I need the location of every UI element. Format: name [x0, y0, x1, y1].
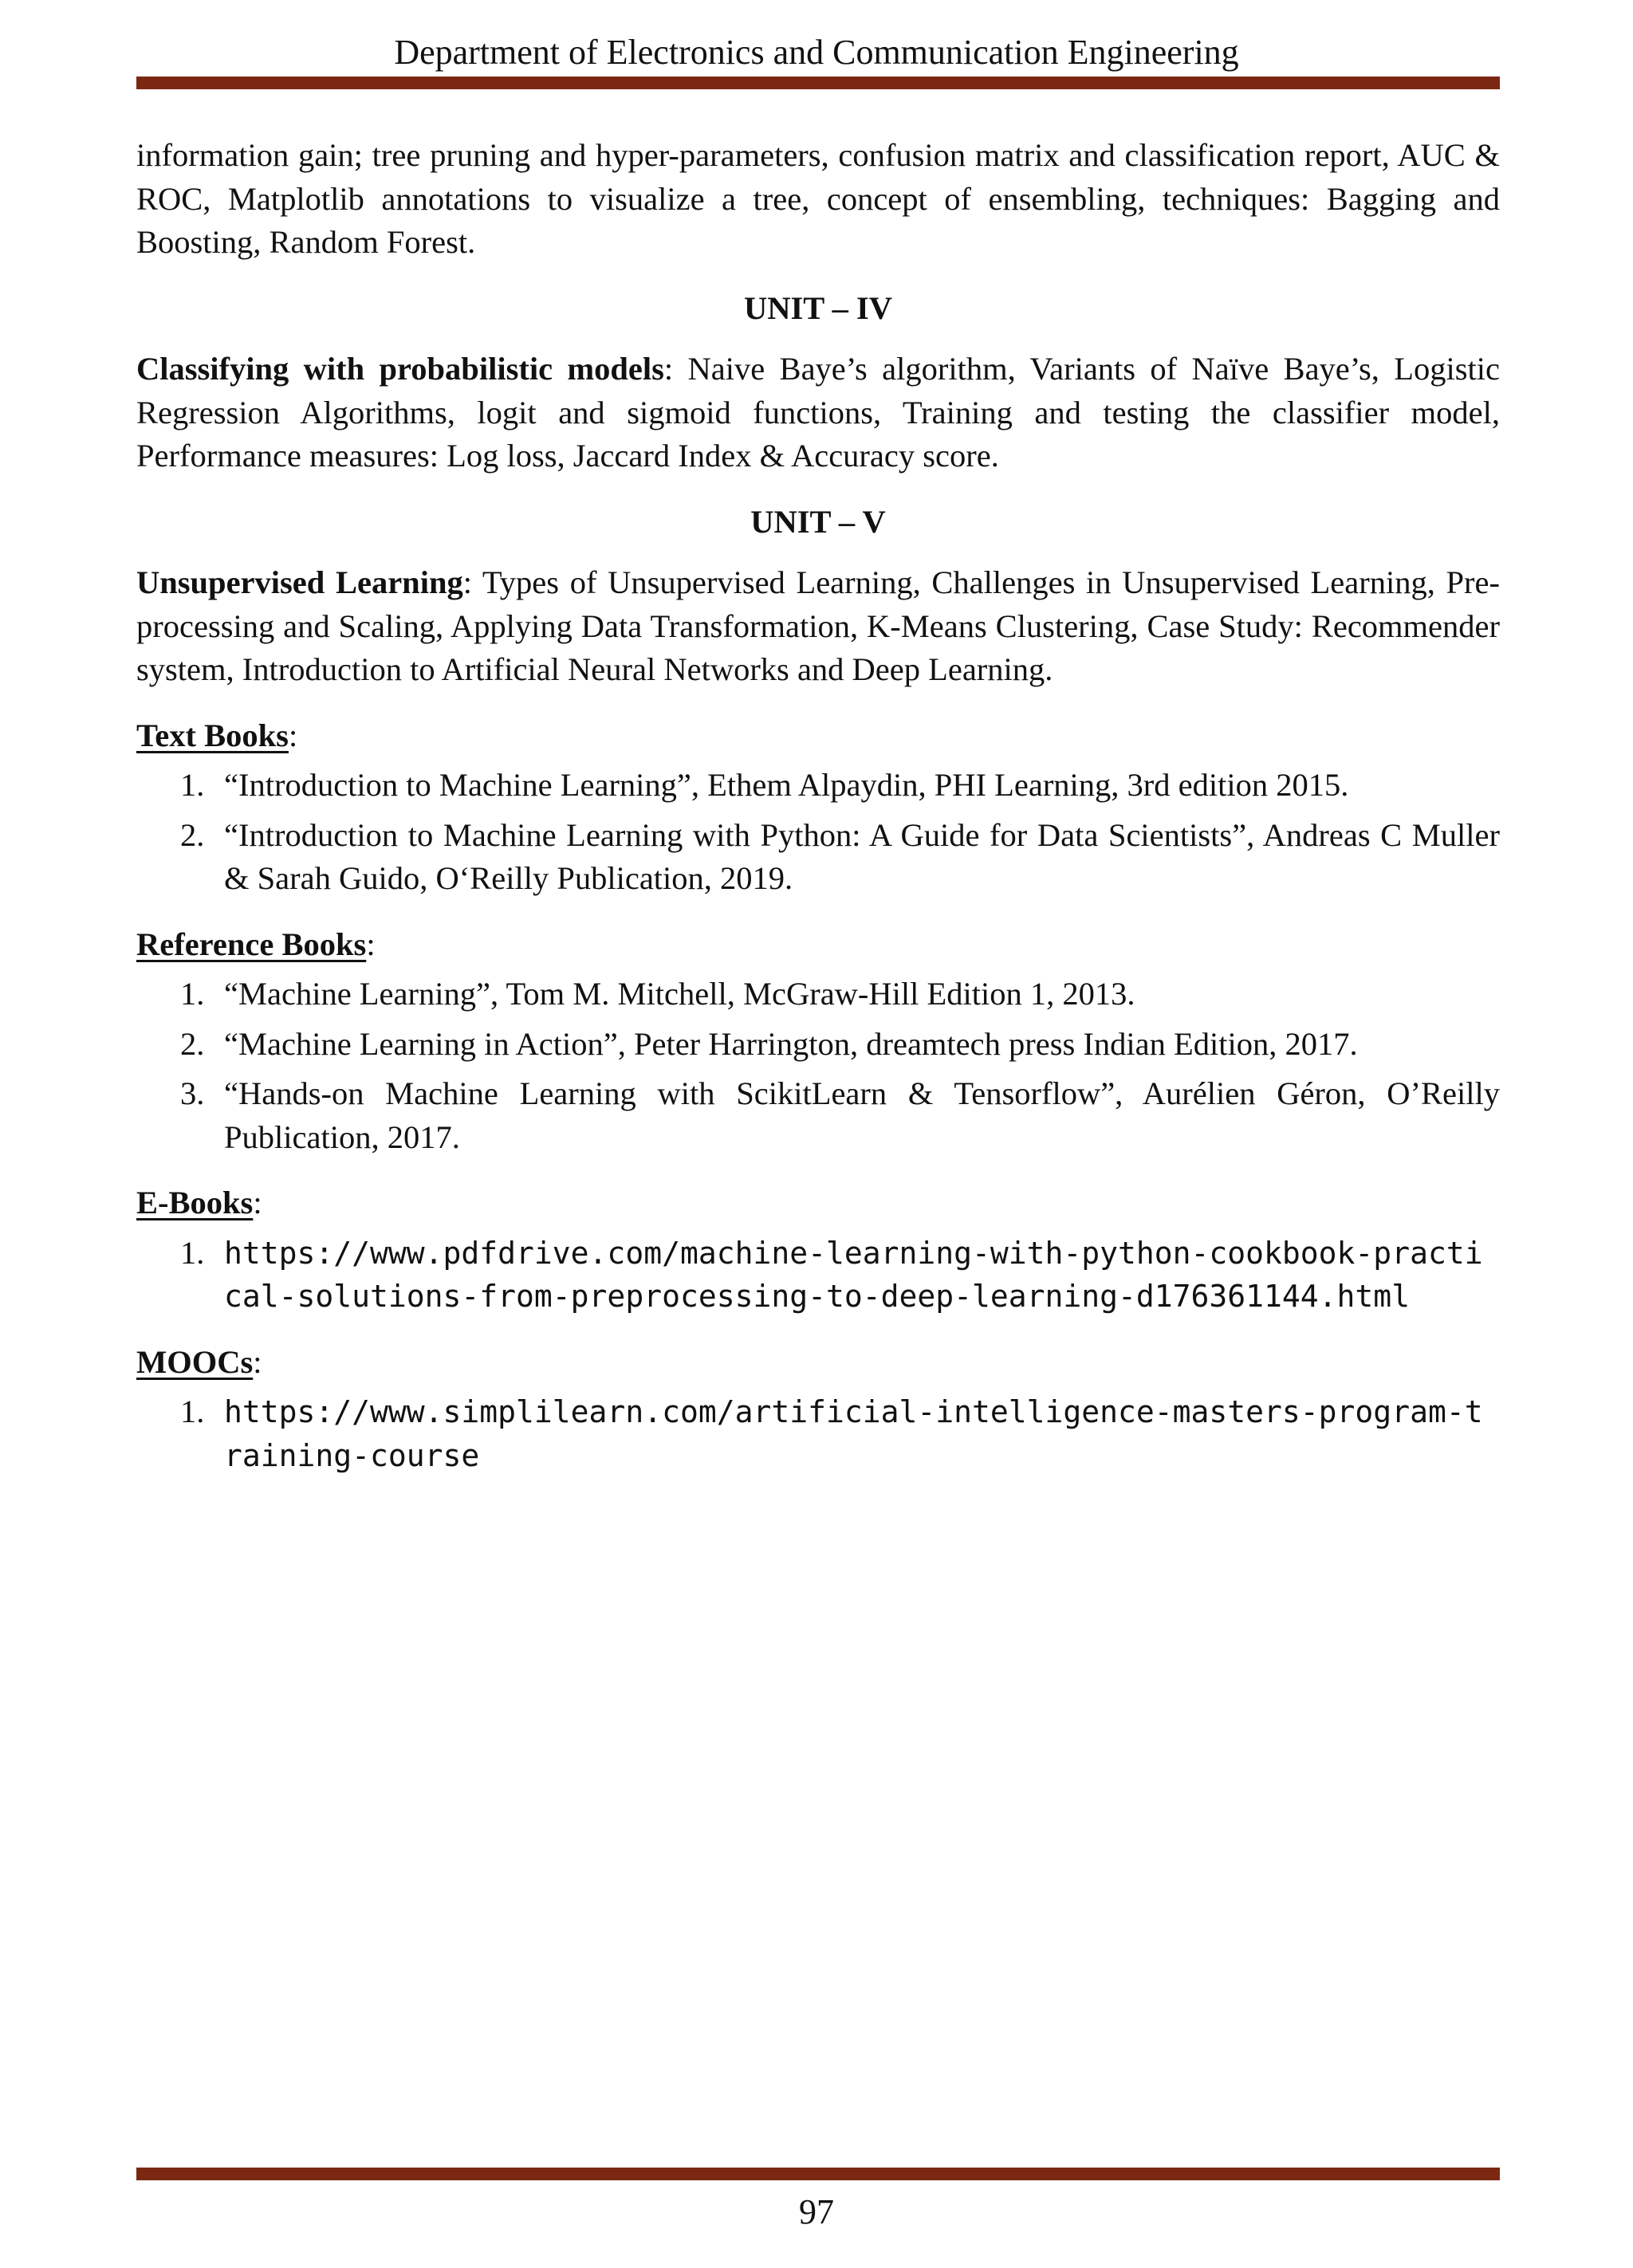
text-books-list: [136, 764, 1500, 901]
ebook-link[interactable]: https://www.pdfdrive.com/machine-learning-with-python-cookbook-practical-solutions-from-preprocessing-to-deep-learning-d176361144.html: [224, 1235, 1483, 1314]
moocs-heading: MOOCs:: [136, 1343, 262, 1380]
text-book-text: “Introduction to Machine Learning with Python: A Guide for Data Scientists”, Andreas C Muller & Sarah Guido, O‘Reilly Publication, 2019.: [224, 816, 1500, 896]
reference-book-item: [136, 973, 1500, 1016]
unit-iv-paragraph: [136, 348, 1500, 478]
reference-book-item: [136, 1023, 1500, 1067]
list-number: 1.: [180, 976, 205, 1012]
ebooks-heading: E-Books:: [136, 1185, 262, 1220]
text-books-heading-label: Text Books: [136, 717, 289, 753]
unit-v-paragraph: [136, 561, 1500, 692]
ebook-item: [136, 1232, 1500, 1319]
moocs-heading-label: MOOCs: [136, 1343, 254, 1380]
mooc-link[interactable]: https://www.simplilearn.com/artificial-intelligence-masters-program-training-course: [224, 1394, 1483, 1473]
reference-book-text: “Machine Learning in Action”, Peter Harrington, dreamtech press Indian Edition, 2017.: [224, 1025, 1358, 1062]
text-books-heading: Text Books:: [136, 717, 298, 753]
text-book-item: [136, 814, 1500, 901]
unit-iv-body: : Naive Baye’s algorithm, Variants of Naïve Baye’s, Logistic Regression Algorithms, logit and sigmoid functions, Training and testing the classifier model, Performance measures: Log loss, Jaccard Index & Accuracy score.: [136, 351, 1500, 474]
ebooks-list: [136, 1232, 1500, 1319]
reference-book-text: “Machine Learning”, Tom M. Mitchell, McGraw-Hill Edition 1, 2013.: [224, 976, 1135, 1012]
page-number: 97: [799, 2192, 834, 2231]
header-rule: [136, 77, 1500, 89]
ebooks-heading-label: E-Books: [136, 1185, 254, 1220]
list-number: 2.: [180, 816, 205, 853]
list-number: 1.: [180, 1393, 205, 1429]
page-content: [136, 134, 1500, 1484]
mooc-item: [136, 1390, 1500, 1477]
moocs-list: [136, 1390, 1500, 1477]
reference-books-heading: Reference Books:: [136, 926, 376, 962]
reference-book-text: “Hands-on Machine Learning with ScikitLearn & Tensorflow”, Aurélien Géron, O’Reilly Publication, 2017.: [224, 1075, 1500, 1155]
list-number: 1.: [180, 1234, 205, 1271]
page-header-title: Department of Electronics and Communication Engineering: [394, 33, 1239, 72]
reference-books-list: [136, 973, 1500, 1159]
text-book-text: “Introduction to Machine Learning”, Ethem Alpaydin, PHI Learning, 3rd edition 2015.: [224, 767, 1349, 803]
unit-iv-heading: UNIT – IV: [743, 289, 893, 326]
list-number: 3.: [180, 1075, 205, 1111]
unit-v-body: : Types of Unsupervised Learning, Challenges in Unsupervised Learning, Pre-processing and Scaling, Applying Data Transformation, K-Means Clustering, Case Study: Recommender system, Introduction to Artificial Neural Networks and Deep Learning.: [136, 564, 1500, 687]
list-number: 2.: [180, 1025, 205, 1062]
list-number: 1.: [180, 767, 205, 803]
unit-v-heading: UNIT – V: [750, 503, 886, 540]
text-book-item: [136, 764, 1500, 808]
intro-paragraph: information gain; tree pruning and hyper-parameters, confusion matrix and classification report, AUC & ROC, Matplotlib annotations to visualize a tree, concept of ensembling, techniques: Bagging and Boosting, Random Forest.: [136, 137, 1500, 260]
unit-v-lead: Unsupervised Learning: [136, 564, 463, 600]
footer-rule: [136, 2168, 1500, 2180]
unit-iv-lead: Classifying with probabilistic models: [136, 351, 664, 387]
reference-book-item: [136, 1072, 1500, 1159]
reference-books-heading-label: Reference Books: [136, 926, 367, 962]
